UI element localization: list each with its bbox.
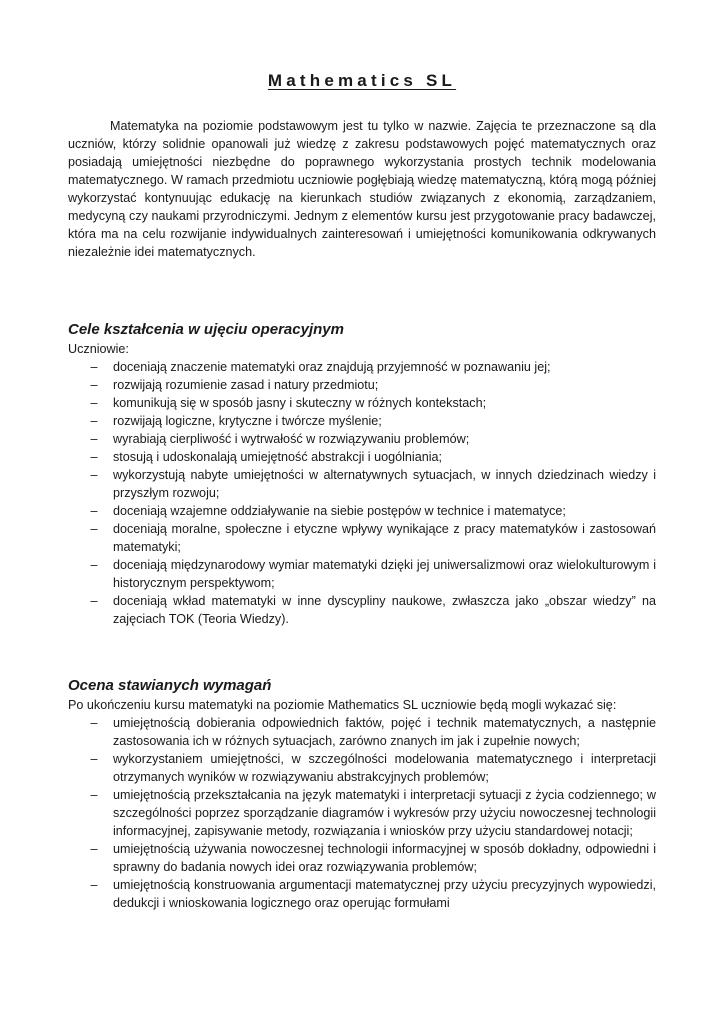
list-item-text: wykorzystaniem umiejętności, w szczególności modelowania matematycznego i interpretacji otrzymanych wyników w rozwiązywaniu abstrakcyjnych problemów; bbox=[113, 752, 656, 784]
list-item bbox=[68, 394, 656, 412]
list-item bbox=[68, 840, 656, 876]
dash-bullet-icon: – bbox=[90, 878, 98, 892]
list-item bbox=[68, 592, 656, 628]
dash-bullet-icon: – bbox=[90, 522, 98, 536]
section-requirements bbox=[68, 676, 656, 912]
list-item-text: doceniają międzynarodowy wymiar matematyki dzięki jej uniwersalizmowi oraz wielokulturowym i historycznym perspektywom; bbox=[113, 558, 656, 590]
list-item-text: stosują i udoskonalają umiejętność abstrakcji i uogólniania; bbox=[113, 450, 443, 464]
list-item-text: doceniają wzajemne oddziaływanie na siebie postępów w technice i matematyce; bbox=[113, 504, 566, 518]
list-item-text: umiejętnością konstruowania argumentacji matematycznej przy użyciu precyzyjnych wypowiedzi, dedukcji i wnioskowania logicznego oraz operując formułami bbox=[113, 878, 656, 910]
list-item bbox=[68, 430, 656, 448]
dash-bullet-icon: – bbox=[90, 788, 98, 802]
list-item bbox=[68, 786, 656, 840]
dash-bullet-icon: – bbox=[90, 414, 98, 428]
list-item-text: komunikują się w sposób jasny i skuteczny w różnych kontekstach; bbox=[113, 396, 487, 410]
section-requirements-lead: Po ukończeniu kursu matematyki na poziomie Mathematics SL uczniowie będą mogli wykazać się: bbox=[68, 698, 617, 712]
section-goals bbox=[68, 320, 656, 628]
list-item bbox=[68, 556, 656, 592]
dash-bullet-icon: – bbox=[90, 558, 98, 572]
dash-bullet-icon: – bbox=[90, 504, 98, 518]
page-title: Mathematics SL bbox=[267, 71, 457, 90]
list-item-text: umiejętnością przekształcania na język matematyki i interpretacji sytuacji z życia codziennego; w szczególności poprzez sporządzanie diagramów i wykresów przy użyciu nowoczesnej technologii informacyjnej, zapisywanie metody, rozwiązania i wniosków przy użyciu standardowej notacji; bbox=[113, 788, 656, 838]
section-goals-list bbox=[68, 358, 656, 628]
dash-bullet-icon: – bbox=[90, 842, 98, 856]
list-item-text: rozwijają logiczne, krytyczne i twórcze myślenie; bbox=[113, 414, 382, 428]
list-item-text: wykorzystują nabyte umiejętności w alternatywnych sytuacjach, w innych dziedzinach wiedzy i przyszłym rozwoju; bbox=[113, 468, 656, 500]
list-item bbox=[68, 750, 656, 786]
dash-bullet-icon: – bbox=[90, 468, 98, 482]
section-goals-heading: Cele kształcenia w ujęciu operacyjnym bbox=[68, 321, 344, 338]
section-goals-lead: Uczniowie: bbox=[68, 342, 129, 356]
dash-bullet-icon: – bbox=[90, 360, 98, 374]
section-requirements-list bbox=[68, 714, 656, 912]
list-item-text: umiejętnością dobierania odpowiednich faktów, pojęć i technik matematycznych, a następnie zastosowania ich w różnych sytuacjach, zarówno znanych im jak i zupełnie nowych; bbox=[113, 716, 656, 748]
list-item bbox=[68, 466, 656, 502]
list-item-text: rozwijają rozumienie zasad i natury przedmiotu; bbox=[113, 378, 379, 392]
list-item-text: umiejętnością używania nowoczesnej technologii informacyjnej w sposób dokładny, odpowiedni i sprawny do badania nowych idei oraz rozwiązywania problemów; bbox=[113, 842, 656, 874]
section-requirements-heading: Ocena stawianych wymagań bbox=[68, 677, 272, 694]
list-item-text: doceniają wkład matematyki w inne dyscypliny naukowe, zwłaszcza jako „obszar wiedzy” na zajęciach TOK (Teoria Wiedzy). bbox=[113, 594, 656, 626]
list-item bbox=[68, 448, 656, 466]
dash-bullet-icon: – bbox=[90, 378, 98, 392]
list-item bbox=[68, 714, 656, 750]
list-item bbox=[68, 376, 656, 394]
dash-bullet-icon: – bbox=[90, 396, 98, 410]
dash-bullet-icon: – bbox=[90, 432, 98, 446]
dash-bullet-icon: – bbox=[90, 716, 98, 730]
list-item-text: wyrabiają cierpliwość i wytrwałość w rozwiązywaniu problemów; bbox=[113, 432, 470, 446]
list-item bbox=[68, 502, 656, 520]
dash-bullet-icon: – bbox=[90, 594, 98, 608]
list-item bbox=[68, 412, 656, 430]
list-item bbox=[68, 358, 656, 376]
intro-paragraph: Matematyka na poziomie podstawowym jest tu tylko w nazwie. Zajęcia te przeznaczone są dla uczniów, którzy solidnie opanowali już wiedzę z zakresu podstawowych pojęć matematycznych oraz posiadają umiejętności niezbędne do poprawnego wykorzystania prostych technik modelowania matematycznego. W ramach przedmiotu uczniowie pogłębiają wiedzę matematyczną, którą mogą później wykorzystać kontynuując edukację na kierunkach studiów związanych z ekonomią, zarządzaniem, medycyną czy naukami przyrodniczymi. Jednym z elementów kursu jest przygotowanie pracy badawczej, która ma na celu rozwijanie indywidualnych zainteresowań i umiejętności komunikowania odkrywanych niezależnie idei matematycznych. bbox=[68, 119, 656, 259]
list-item bbox=[68, 876, 656, 912]
dash-bullet-icon: – bbox=[90, 450, 98, 464]
list-item bbox=[68, 520, 656, 556]
list-item-text: doceniają moralne, społeczne i etyczne wpływy wynikające z pracy matematyków i zastosowań matematyki; bbox=[113, 522, 656, 554]
dash-bullet-icon: – bbox=[90, 752, 98, 766]
list-item-text: doceniają znaczenie matematyki oraz znajdują przyjemność w poznawaniu jej; bbox=[113, 360, 551, 374]
